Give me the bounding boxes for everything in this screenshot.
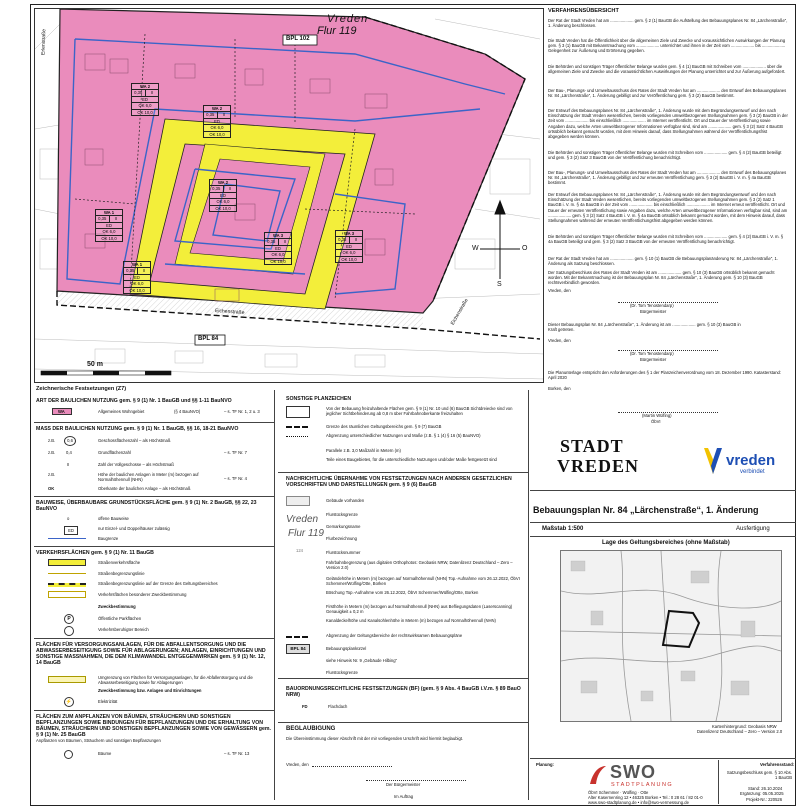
schablone-cell: 0,35	[212, 186, 221, 192]
map-street-left: Erlenstraße	[40, 28, 48, 56]
beglaubigung-sig-title: Der Bürgermeister	[386, 782, 421, 787]
n1-text: Gebäude vorhanden	[326, 498, 365, 503]
gfz-symbol: 0,6	[64, 436, 76, 446]
inset-map[interactable]	[560, 550, 782, 722]
verfahren-p3: Die Behörden und sonstigen Träger öffentlicher Belange wurden gem. § 4 (1) BauGB mit Schreiben vom .................... über die allgemeinen Ziele und Zwecke und die voraussichtlichen Auswirkungen der Planung unterrichtet und zur Äußerung aufgefordert.	[548, 64, 786, 75]
verfahren-p1: Der Rat der Stadt Vreden hat am .................... gem. § 2 (1) BauGB die Aufstellung des Bebauungsplanes Nr. 84 „Lärchenstraße“, 1. Änderung beschlossen.	[548, 18, 788, 29]
legend-title: Zeichnerische Festsetzungen (Z7)	[36, 386, 127, 392]
n11-text: Abgrenzung der Geltungsbereiche der rechtswirksamen Bebauungspläne	[326, 633, 463, 638]
baugrenze-line	[48, 538, 86, 539]
gebaeude-symbol	[286, 496, 310, 506]
n9-text: Firsthöhe in Metern (m) bezogen auf Normalhöhennull (NHN) aus Befliegungsdaten (Laserscanning) Genauigkeit ± 0,2 m	[326, 604, 513, 615]
nutzungsschablone	[264, 232, 292, 265]
wa-tf: – s. TF Nr. 1, 2 u. 3	[224, 409, 260, 414]
schablone-cell: OK 10,0	[101, 235, 117, 241]
m3-text: Zahl der Vollgeschosse – als Höchstmaß	[98, 462, 174, 467]
ed-symbol: ED	[64, 526, 78, 535]
schablone-cell: OK 6,0	[138, 103, 152, 109]
inset-credit2: Datenlizenz Deutschland – Zero – Version 2.0	[697, 729, 783, 734]
strassenverkehrsflaeche-swatch	[48, 559, 86, 566]
map-scale-label: 50 m	[87, 361, 103, 368]
north-w: W	[472, 245, 479, 252]
inset-place: Vreden	[286, 514, 319, 525]
nutzungsschablone	[131, 83, 159, 116]
geschosse-symbol: II	[67, 462, 70, 467]
nutzungsschablone	[335, 230, 363, 263]
g1-text: Anpflanzen von Bäumen, Sträuchern und sonstigen Bepflanzungen	[36, 738, 161, 743]
inset-map-svg	[561, 551, 781, 721]
projekt: Projekt-Nr.: 220526	[746, 797, 783, 802]
schablone-cell: II	[349, 237, 363, 242]
swo-main: SWO	[610, 762, 656, 782]
nutzungsschablone	[123, 261, 151, 294]
schablone-cell: ED	[346, 243, 352, 249]
bpl-badge: BPL 84	[286, 644, 310, 654]
verfahren-p8: Der Entwurf des Bebauungsplanes Nr. 84 „Lärchenstraße“, 1. Änderung wurde mit dem Begründungsentwurf und den nach Einschätzung der Stadt Vreden wesentlichen, bereits vorliegenden umweltbezogenen Stellungnahmen gem. § 3 (2) Satz 1 BauGB i. V. m. § 4a BauGB in der Zeit vom .................... bis einschließlich .................... im Internet erneut veröffentlicht. Ort und Dauer der erneuten Veröffentlichung sowie Angaben dazu, welche Arten umweltbezogener Informationen verfügbar sind, sind am .................... gem. § 3 (2) Satz 4 BauGB i. V. m. § 4a BauGB ortsüblich bekannt gemacht worden, mit dem Hinweis darauf, dass Stellungnahmen während der erneuten Veröffentlichungsfrist abgegeben werden können.	[548, 192, 788, 224]
schablone-cell: ED	[134, 274, 140, 280]
s3-text: Abgrenzung unterschiedlicher Nutzungen und Maße (z.B. § 1 (4) § 16 (5) BauNVO)	[326, 433, 481, 438]
swo-sub: STADTPLANUNG	[611, 782, 674, 788]
strassenbegrenzung-geltung-line	[48, 583, 86, 587]
col2-sec1-header: SONSTIGE PLANZEICHEN	[286, 396, 352, 402]
schablone-cell: OK 6,0	[210, 125, 224, 131]
v7-text: Verkehrsberuhigter Bereich	[98, 627, 149, 632]
inset-credit1: Kartenhintergrund: Geobasis NRW	[712, 724, 777, 729]
v2-text: Straßenbegrenzungslinie	[98, 571, 145, 576]
schablone-cell: ED	[106, 222, 112, 228]
n10-text: Kanaldeckelhöhe und Kanalsohlenhöhe in Metern (m) bezogen auf Normalhöhennull (NHN)	[326, 618, 496, 623]
wa-ref: (§ 4 BauNVO)	[174, 409, 201, 414]
legend-sec5-header: FLÄCHEN FÜR VERSORGUNGSANLAGEN, FÜR DIE ABFALLENTSORGUNG UND DIE ABWASSERBESEITIGUNG SOWIE FÜR ABLAGERUNGEN; ANLAGEN, EINRICHTUNGEN UND SONSTIGE MASSNAHMEN, DIE DEM KLIMAWANDEL ENTGEGENWIRKEN gem. § 9 (1) Nr. 12, 14 BauGB	[36, 642, 266, 666]
schablone-cell: OK 6,0	[342, 250, 356, 256]
legend-sec2-header: MASS DER BAULICHEN NUTZUNG gem. § 9 (1) Nr. 1 BauGB, §§ 16, 18-21 BauNVO	[36, 426, 239, 432]
verfahren-date1: Vreden, den	[548, 288, 571, 293]
left-margin	[0, 0, 30, 810]
verfahren-p5: Der Entwurf des Bebauungsplanes Nr. 84 „Lärchenstraße“, 1. Änderung wurde mit dem Begründungsentwurf und den nach Einschätzung der Stadt Vreden wesentlichen, bereits vorliegenden umweltbezogenen Stellungnahmen gem. § 3 (2) BauGB in der Zeit vom .................... bis einschließlich .................... im Internet veröffentlicht. Ort und Dauer der Veröffentlichung sowie Angaben dazu, welche Arten umweltbezogener Informationen verfügbar sind, sind am .................... gem. § 3 (2) Satz 4 BauGB ortsüblich bekannt gemacht worden, mit dem Hinweis darauf, dass Stellungnahmen während der Veröffentlichungsfrist abgegeben werden können.	[548, 108, 788, 140]
schablone-cell: 0,35	[206, 112, 215, 118]
verfahren-p2: Die Stadt Vreden hat die Öffentlichkeit über die allgemeinen Ziele und Zwecke und voraussichtlichen Auswirkungen der Planung gem. § 3 (1) BauGB mit Bekanntmachung vom .................... unterrichtet und ihnen in der Zeit vom .................... bis .................... Gelegenheit zur Äußerung und Erörterung gegeben.	[548, 38, 786, 54]
m2-tf: – s. TF Nr. 7	[224, 450, 247, 455]
beglaubigung-block	[286, 726, 526, 804]
elektrizitaet-icon: ⚡	[65, 699, 73, 705]
v1-text: Straßenverkehrsfläche	[98, 560, 141, 565]
parking-icon: P	[64, 614, 74, 624]
s4-text: Parallele z.B. 3,0 Maßzahl in Metern (m)	[326, 448, 401, 453]
map-place-label: Vreden	[327, 13, 369, 25]
sichtdreieck-symbol	[286, 406, 310, 418]
bf1-text: Flachdach	[328, 704, 348, 709]
verfahren-sig2-name: (Dr. Tom Tenostendarp)	[630, 351, 674, 356]
schablone-cell: OK 6,0	[271, 252, 285, 258]
verfahren-title: VERFAHRENSÜBERSICHT	[548, 8, 619, 14]
planung-label: Planung:	[536, 762, 554, 767]
schablone-cell: 0,35	[338, 237, 347, 243]
m5-code: OK	[48, 486, 55, 491]
b3-text: Baugrenze	[98, 536, 119, 541]
plan-title: Bebauungsplan Nr. 84 „Lärchenstraße“, 1. Änderung	[533, 505, 759, 515]
f1-text: Umgrenzung von Flächen für Versorgungsanlagen, für die Abfallentsorgung und die Abwasserbeseitigung sowie für Ablagerungen	[98, 675, 253, 686]
legend-sec4-header: VERKEHRSFLÄCHEN gem. § 9 (1) Nr. 11 BauGB	[36, 550, 154, 556]
vreden-logo-word: vreden	[726, 452, 776, 469]
verfahren-p13: Die Planunterlage entspricht den Anforderungen des § 1 der Planzeichenverordnung vom 18. Dezember 1990. Katasterstand: April 2020	[548, 370, 782, 381]
map-flur-label: Flur 119	[317, 25, 357, 37]
schablone-cell: II	[145, 90, 159, 95]
f2-text: Zweckbestimmung bzw. Anlagen und Einrichtungen	[98, 688, 202, 693]
bpl-grenze-symbol	[286, 636, 308, 638]
schablone-cell: WA 1	[103, 210, 115, 215]
schablone-cell: OK 10,0	[209, 131, 225, 137]
baum-icon	[64, 750, 73, 759]
map-bpl-bottom: BPL 84	[198, 336, 219, 342]
schablone-cell: 0,35	[267, 239, 276, 245]
schablone-cell: OK 10,0	[129, 287, 145, 293]
nutzungsschablone	[209, 179, 237, 212]
swo-addr1: ÖbVI Schemmer · Wülfing · Otte	[588, 790, 649, 795]
schablone-cell: WA 2	[211, 106, 223, 111]
besondere-zweckbestimmung-swatch	[48, 591, 86, 598]
stadt-line1: STADT	[560, 436, 624, 456]
verf-label: Verfahrensstand:	[760, 762, 795, 767]
verfahren-date2: Vreden, den	[548, 338, 571, 343]
beglaubigung-sig-sub: Im Auftrag	[394, 794, 414, 799]
n8-text: Böschung Top.-Aufnahme vom 26.12.2022, ÖbVI Schemmer/Wülfing/Otte, Borken	[326, 590, 479, 595]
map-street-right: Eichenstraße	[449, 297, 470, 327]
ausfertigung: Ausfertigung	[736, 526, 770, 532]
map-street-bottom: Eichenstraße	[214, 307, 245, 317]
swo-addr2: Alter Kasernenring 12 • 46325 Borken • Tel.: 0 28 61 / 82 01-0	[588, 795, 703, 800]
s2-text: Grenze des räumlichen Geltungsbereichs gem. § 9 (7) BauGB	[326, 424, 442, 429]
n4-text: Flurbezeichnung	[326, 536, 357, 541]
schablone-cell: WA 2	[139, 84, 151, 89]
schablone-cell: OK 10,0	[270, 258, 286, 264]
map-bpl-top: BPL 102	[286, 36, 310, 42]
verfahren-p4: Der Bau-, Planungs- und Umweltausschuss des Rates der Stadt Vreden hat am .................... den Entwurf des Bebauungsplanes Nr. 84 „Lärchenstraße“, 1. Änderung gebilligt und zur Veröffentlichung gem. § 3 (2) BauGB bestimmt.	[548, 88, 787, 99]
m5-text: Oberkante der baulichen Anlage – als Höchstmaß	[98, 486, 191, 491]
beglaubigung-text: Die Übereinstimmung dieser Abschrift mit der mir vorliegenden Urschrift wird hiermit beglaubigt.	[286, 736, 464, 741]
n2-text: Flurstücksgrenze	[326, 512, 358, 517]
stand: Stand: 26.10.2024	[748, 786, 783, 791]
verfahren-p7: Der Bau-, Planungs- und Umweltausschuss des Rates der Stadt Vreden hat am .................... den Entwurf des Bebauungsplanes Nr. 84 „Lärchenstraße“, 1. Änderung gebilligt und zur erneuten Veröffentlichung gem. § 3 (2) BauGB i. V. m. § 4a BauGB bestimmt.	[548, 170, 787, 186]
m2-code: z.B.	[48, 450, 56, 455]
schablone-cell: OK 6,0	[130, 281, 144, 287]
wa-text: Allgemeines Wohngebiet	[98, 409, 145, 414]
nutzungsschablone	[95, 209, 123, 242]
map-area[interactable]	[34, 8, 544, 383]
schablone-cell: II	[109, 216, 123, 221]
legend-sec1-header: ART DER BAULICHEN NUTZUNG gem. § 9 (1) Nr. 1 BauGB und §§ 1-11 BauNVO	[36, 398, 232, 404]
schablone-cell: II	[217, 112, 231, 117]
schablone-cell: ED	[142, 96, 148, 102]
verfahren-p11: Der Satzungsbeschluss des Rates der Stadt Vreden ist am .................... gem. § 10 (3) BauGB ortsüblich bekannt gemacht worden. Mit der Bekanntmachung ist der Bebauungsplan Nr. 84 „Lärchenstraße“, 1. Änderung gem. § 10 (3) BauGB rechtsverbindlich geworden.	[548, 270, 775, 286]
v3-text: Straßenbegrenzungslinie auf der Grenze des Geltungsbereiches	[98, 581, 218, 586]
inset-title: Lage des Geltungsbereiches (ohne Maßstab)	[602, 540, 730, 546]
verfahren-sig1-role: Bürgermeister	[640, 309, 667, 314]
verfahren-p6: Die Behörden und sonstigen Träger öffentlicher Belange wurden mit Schreiben vom .................... gem. § 4 (2) BauGB beteiligt und gem. § 3 (2) Satz 3 BauGB von der Veröffentlichung benachrichtigt.	[548, 150, 782, 161]
swo-logo-mark	[588, 764, 608, 786]
schablone-cell: OK 10,0	[137, 109, 153, 115]
col2-sec3-header: BAUORDNUNGSRECHTLICHE FESTSETZUNGEN (BF) (gem. § 9 Abs. 4 BauGB i.V.m. § 89 BauO NRW)	[286, 686, 521, 698]
verfahren-date3: Borken, den	[548, 386, 571, 391]
versorgung-swatch	[48, 676, 86, 683]
n5-text: Flurstücksnummer	[326, 550, 361, 555]
north-arrow	[480, 201, 520, 279]
north-s: S	[497, 281, 502, 288]
schablone-cell: II	[223, 186, 237, 191]
verfahren-sig2-role: Bürgermeister	[640, 357, 667, 362]
legend-sec3-header: BAUWEISE, ÜBERBAUBARE GRUNDSTÜCKSFLÄCHE gem. § 9 (1) Nr. 2 BauGB, §§ 22, 23 BauNVO	[36, 500, 257, 512]
verfahren-p10: Der Rat der Stadt Vreden hat am .................... gem. § 10 (1) BauGB die Bebauungsplanänderung Nr. 84 „Lärchenstraße“, 1. Änderung als Satzung beschlossen.	[548, 256, 779, 267]
schablone-cell: WA 3	[272, 233, 284, 238]
schablone-cell: WA 1	[131, 262, 143, 267]
vreden-logo-mark	[702, 446, 724, 476]
vreden-logo-sub: verbindet	[740, 469, 765, 475]
wa-code: WA	[58, 409, 65, 414]
bf1-code: FD	[302, 704, 308, 709]
nutzungsschablone	[203, 105, 231, 138]
schablone-cell: ED	[214, 118, 220, 124]
stadt-line2: VREDEN	[557, 456, 640, 476]
v4-text: Verkehrsflächen besonderer Zweckbestimmung	[98, 592, 187, 597]
verkehrsberuhigt-icon	[64, 626, 74, 636]
ergaenzung: Ergänzung: 05.05.2025	[740, 791, 784, 796]
inset-geltungsbereich-outline	[663, 611, 699, 647]
s5-text: Teile eines Baugebietes, für die unterschiedliche Nutzungen und/oder Maße festgesetzt sind	[326, 457, 497, 462]
verfahren-sig3-name: (Martin Wülfing)	[642, 413, 672, 418]
verfahren-sig1-name: (Dr. Tom Tenostendarp)	[630, 303, 674, 308]
schablone-cell: OK 6,0	[216, 199, 230, 205]
schablone-cell: II	[137, 268, 151, 273]
m4-text: Höhe der baulichen Anlagen in Meter (m) bezogen auf Normalhöhennull (NHN)	[98, 472, 199, 483]
b1-text: offene Bauweise	[98, 516, 129, 521]
g2-text: Bäume	[98, 751, 112, 756]
schablone-cell: WA 2	[217, 180, 229, 185]
v6-text: Öffentliche Parkflächen	[98, 616, 142, 621]
schablone-cell: 0,35	[134, 90, 143, 96]
m4-code: z.B.	[48, 472, 56, 477]
verfahren-sig3-role: ÖbVI	[651, 419, 661, 424]
g2-tf: – s. TF Nr. 13	[224, 751, 250, 756]
legend-column-2	[278, 396, 528, 696]
scale-bar	[41, 371, 171, 375]
schablone-cell: 0,35	[98, 216, 107, 222]
n3-text: Gemarkungsname	[326, 524, 361, 529]
beglaubigung-title: BEGLAUBIGUNG	[286, 726, 336, 732]
inset-num: 124	[296, 548, 303, 553]
n6-text: Fahrbahnbegrenzung (aus digitalen Orthophotos: Geobasis NRW, Datenlizenz Deutschland – Zero – Version 2.0)	[326, 560, 513, 571]
abgrenzung-symbol	[286, 436, 308, 437]
f3-text: Elektrizität	[98, 699, 118, 704]
v5-text: Zweckbestimmung	[98, 604, 136, 609]
beglaubigung-date: Vreden, den	[286, 762, 309, 767]
schablone-cell: 0,35	[126, 268, 135, 274]
m1-text: Geschossflächenzahl – als Höchstmaß	[98, 438, 171, 443]
schablone-cell: ED	[220, 192, 226, 198]
verfahren-p9: Die Behörden und sonstigen Träger öffentlicher Belange wurden mit Schreiben vom .................... gem. § 4 (2) BauGB i. V. m. § 4a BauGB beteiligt und gem. § 3 (2) Satz 3 BauGB von der erneuten Veröffentlichung benachrichtigt.	[548, 234, 784, 245]
offene-bauweise-symbol: o	[67, 516, 70, 521]
b2-text: nur Einzel- und Doppelhäuser zulässig	[98, 526, 170, 531]
schablone-cell: OK 10,0	[215, 205, 231, 211]
verfahren-block	[548, 8, 792, 428]
schablone-cell: ED	[275, 245, 281, 251]
schablone-cell: WA 3	[343, 231, 355, 236]
n7-text: Geländehöhe in Metern (m) bezogen auf Normalhöhennull (NHN) Top.-Aufnahme vom 26.12.2022, ÖbVI Schemmer/Wülfing/Otte, Borken	[326, 576, 520, 587]
n12-text: Bebauungsplankürzel	[326, 646, 367, 651]
massstab: Maßstab 1:500	[542, 526, 584, 532]
s1-text: Von der Bebauung freizuhaltende Flächen gem. § 9 (1) Nr. 10 und (6) BauGB Sichtdreiecke sind von jeglicher Sichtbehinderung ab 0,8 m über Fahrbahnoberkante freizuhalten	[326, 406, 513, 417]
plan-map-svg	[35, 9, 544, 383]
schablone-cell: II	[278, 239, 292, 244]
n13-text: siehe Hinweis Nr. 9 „Gebäude Hilbing“	[326, 658, 397, 663]
swo-addr3: www.swo-stadtplanung.de • info@swo-vermessung.de	[588, 800, 689, 805]
inset-flur: Flur 119	[288, 528, 324, 539]
legend-sec6-header: FLÄCHEN ZUM ANPFLANZEN VON BÄUMEN, STRÄUCHERN UND SONSTIGEN BEPFLANZUNGEN SOWIE BINDUNGEN FÜR BEPFLANZUNGEN UND DIE ERHALTUNG VON BÄUMEN, STRÄUCHERN UND SONSTIGEN BEPFLANZUNGEN SOWIE VON GEWÄSSERN gem. § 9 (1) Nr. 25 BauGB	[36, 714, 271, 738]
col2-sec2-header: NACHRICHTLICHE ÜBERNAHME VON FESTSETZUNGEN NACH ANDEREN GESETZLICHEN VORSCHRIFTEN UND DARSTELLUNGEN gem. § 9 (6) BauGB	[286, 476, 512, 488]
legend-column-1	[34, 386, 274, 804]
verf-val: Satzungsbeschluss gem. § 10 Abs. 1 BauGB	[726, 770, 792, 781]
verfahren-p12: Dieser Bebauungsplan Nr. 84 „Lärchenstraße“, 1. Änderung ist am .................... gem. § 10 (3) BauGB in Kraft getreten.	[548, 322, 741, 333]
schablone-cell: OK 10,0	[341, 256, 357, 262]
m2-text: Grundflächenzahl	[98, 450, 131, 455]
n14-text: Flurstücksgrenze	[326, 670, 358, 675]
m4-tf: – s. TF Nr. 4	[224, 476, 247, 481]
m1-code: z.B.	[48, 438, 56, 443]
geltungsbereich-symbol	[286, 426, 308, 428]
north-o: O	[522, 245, 528, 252]
strassenbegrenzung-line	[48, 573, 86, 574]
schablone-cell: OK 6,0	[102, 229, 116, 235]
grz-symbol: 0,4	[66, 450, 72, 455]
